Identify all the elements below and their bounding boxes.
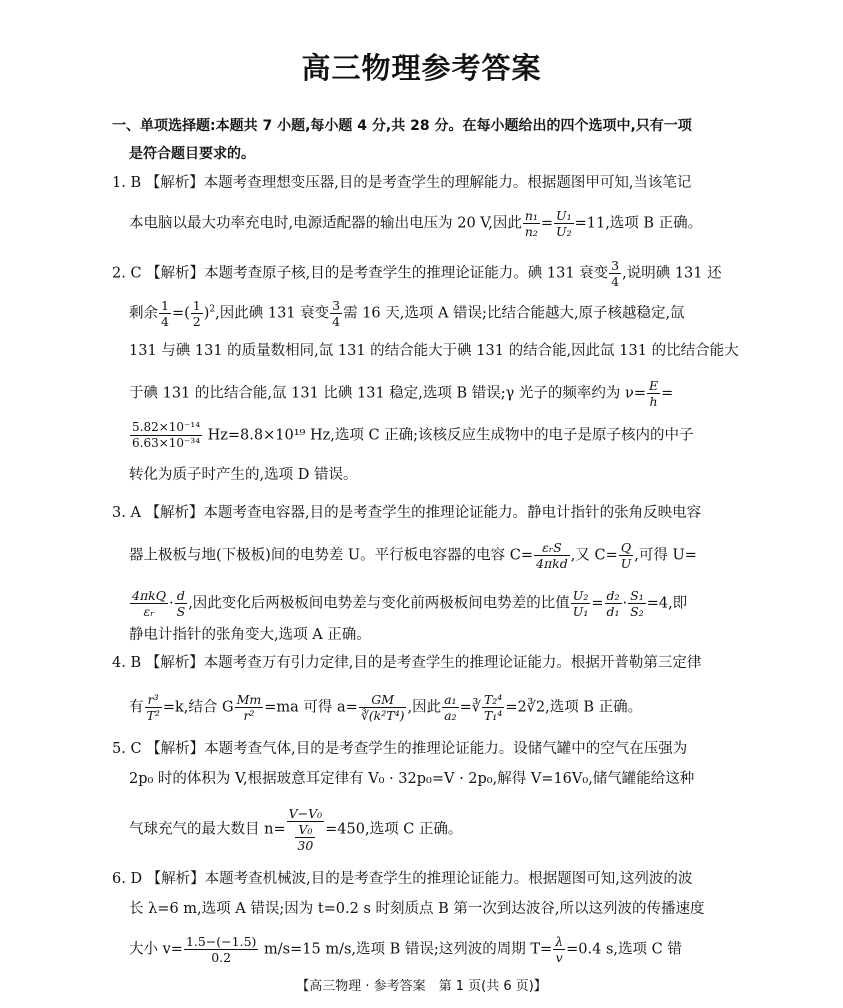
fraction-velocity: $\frac{1.5-(-1.5)}{0.2}$ <box>185 934 257 965</box>
fraction-u2-u1: $\frac{\text{U₂}}{\text{U₁}}$ <box>572 588 589 619</box>
fraction-e-h: $\frac{E}{h}$ <box>649 378 659 409</box>
fraction-capacitance: εᵣS 4πkd <box>536 540 568 571</box>
fraction-r3-t2: $\frac{\text{r³}}{\text{T²}}$ <box>146 692 160 723</box>
page-title: 高三物理参考答案 <box>301 51 542 85</box>
fraction-gm: $\frac{GM}{\text{∛(k²T⁴)}}$ <box>360 692 405 723</box>
fraction-d-s: $\frac{d}{S}$ <box>176 588 186 619</box>
answer-2-line-3: 131 与碘 131 的质量数相同,氙 131 的结合能大于碘 131 的结合能,因此氙 131 的比结合能大 <box>129 343 739 359</box>
section-line-2: 是符合题目要求的。 <box>129 146 255 162</box>
section-line-1: 一、单项选择题:本题共 7 小题,每小题 4 分,共 28 分。在每小题给出的四个选项中,只有一项 <box>112 118 692 134</box>
answer-3-line-2: 器上极板与地(下极板)间的电势差 U。平行板电容器的电容 C= εᵣS 4πkd ,又 C= $\frac{Q}{U}$ ,可得 U= <box>129 540 697 571</box>
answer-5-line-2: 2p₀ 时的体积为 V,根据玻意耳定律有 V₀ · 32p₀=V · 2p₀,解得 V=16V₀,储气罐能给这种 <box>129 771 695 787</box>
fraction-three-quarters-2: $\frac{3}{4}$ <box>332 298 341 329</box>
fraction-4pikq: 4πkQ εᵣ <box>132 588 166 619</box>
fraction-s1-s2: $\frac{\text{S₁}}{\text{S₂}}$ <box>630 588 644 619</box>
fraction-frequency: $\frac{\text{5.82×10⁻¹⁴}}{\text{6.63×10⁻³⁴}}$ <box>132 420 200 450</box>
answer-2-line-1: 2. C 【解析】本题考查原子核,目的是考查学生的推理论证能力。碘 131 衰变 $\frac{3}{4}$ ,说明碘 131 还 <box>112 258 722 289</box>
answer-2-line-5: $\frac{\text{5.82×10⁻¹⁴}}{\text{6.63×10⁻³⁴}}$ Hz=8.8×10¹⁹ Hz,选项 C 正确;该核反应生成物中的电子是原子核内的中子 <box>132 420 694 450</box>
answer-1-line-1: 1. B 【解析】本题考查理想变压器,目的是考查学生的理解能力。根据题图甲可知,当该笔记 <box>112 175 692 191</box>
answer-5-line-3: 气球充气的最大数目 n= $\frac{\text{V−V₀}}{\frac{\text{V₀}}{30}}$ =450,选项 C 正确。 <box>129 806 463 853</box>
answer-1-line-2: 本电脑以最大功率充电时,电源适配器的输出电压为 20 V,因此 $\frac{\text{n₁}}{\text{n₂}}$ = $\frac{\text{U₁}}{\text{U₂}}$ =11,选项 B 正确。 <box>129 208 703 239</box>
fraction-n1-n2: $\frac{\text{n₁}}{\text{n₂}}$ <box>524 208 538 239</box>
answer-3-line-1: 3. A 【解析】本题考查电容器,目的是考查学生的推理论证能力。静电计指针的张角反映电容 <box>112 505 702 521</box>
page-footer: 【高三物理 · 参考答案 第 1 页(共 6 页)】 <box>296 979 547 994</box>
answer-4-line-1: 4. B 【解析】本题考查万有引力定律,目的是考查学生的推理论证能力。根据开普勒第三定律 <box>112 655 702 671</box>
fraction-d2-d1: $\frac{\text{d₂}}{\text{d₁}}$ <box>606 588 620 619</box>
fraction-one-half: $\frac{1}{2}$ <box>192 298 201 329</box>
fraction-u1-u2: $\frac{\text{U₁}}{\text{U₂}}$ <box>556 208 572 239</box>
fraction-balloon-count: $\frac{\text{V−V₀}}{\frac{\text{V₀}}{30}}$ <box>288 806 323 853</box>
fraction-t2-t1: $\frac{\text{T₂⁴}}{\text{T₁⁴}}$ <box>483 692 503 723</box>
answer-2-line-6: 转化为质子时产生的,选项 D 错误。 <box>129 467 358 483</box>
answer-6-line-2: 长 λ=6 m,选项 A 错误;因为 t=0.2 s 时刻质点 B 第一次到达波谷,所以这列波的传播速度 <box>129 901 705 917</box>
fraction-three-quarters: $\frac{3}{4}$ <box>611 258 620 289</box>
answer-4-line-2: 有 $\frac{\text{r³}}{\text{T²}}$ =k,结合 G $\frac{Mm}{\text{r²}}$ =ma 可得 a= $\frac{GM}{\text{∛(k²T⁴)}}$ ,因此 $\frac{\text{a₁}}{\text{a₂}}$ =∛ $\frac{\text{T₂⁴}}{\text{T₁⁴}}$ =2∛2,选项 B 正确。 <box>129 692 643 723</box>
fraction-a1-a2: $\frac{\text{a₁}}{\text{a₂}}$ <box>444 692 457 723</box>
fraction-q-u: $\frac{Q}{U}$ <box>620 540 632 571</box>
fraction-lambda-v: $\frac{\lambda}{v}$ <box>555 934 564 965</box>
answer-3-line-4: 静电计指针的张角变大,选项 A 正确。 <box>129 627 371 643</box>
answer-3-line-3: 4πkQ εᵣ · $\frac{d}{S}$ ,因此变化后两极板间电势差与变化前两极板间电势差的比值 $\frac{\text{U₂}}{\text{U₁}}$ = $\frac{\text{d₂}}{\text{d₁}}$ · $\frac{\text{S₁}}{\text{S₂}}$ =4,即 <box>132 588 688 619</box>
answer-6-line-1: 6. D 【解析】本题考查机械波,目的是考查学生的推理论证能力。根据题图可知,这列波的波 <box>112 871 693 887</box>
fraction-mm-r2: $\frac{Mm}{\text{r²}}$ <box>236 692 262 723</box>
answer-5-line-1: 5. C 【解析】本题考查气体,目的是考查学生的推理论证能力。设储气罐中的空气在压强为 <box>112 741 688 757</box>
answer-2-line-4: 于碘 131 的比结合能,氙 131 比碘 131 稳定,选项 B 错误;γ 光子的频率约为 ν= $\frac{E}{h}$ = <box>129 378 674 409</box>
answer-6-line-3: 大小 v= $\frac{1.5-(-1.5)}{0.2}$ m/s=15 m/s,选项 B 错误;这列波的周期 T= $\frac{\lambda}{v}$ =0.4 s,选项 C 错 <box>129 934 682 965</box>
fraction-one-quarter: $\frac{1}{4}$ <box>161 298 169 329</box>
answer-2-line-2: 剩余 $\frac{1}{4}$ =( $\frac{1}{2}$ )$^2$,因此碘 131 衰变 $\frac{3}{4}$ 需 16 天,选项 A 错误;比结合能越大,原子核越稳定,氙 <box>129 298 685 329</box>
